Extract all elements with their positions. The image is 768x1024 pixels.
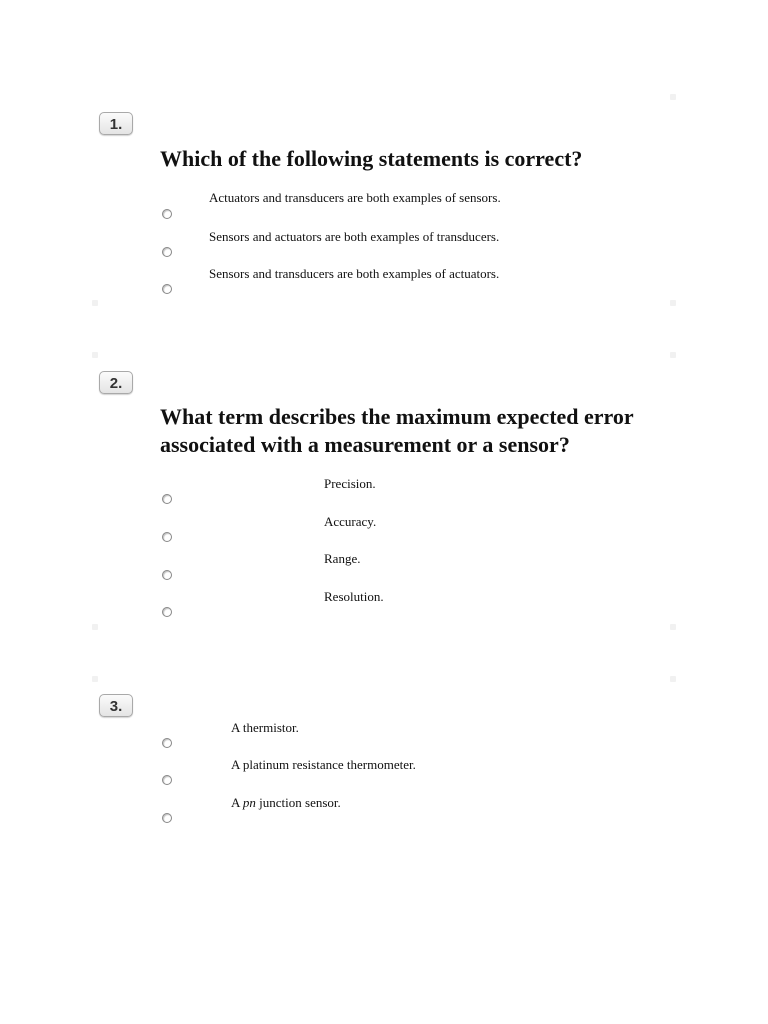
answer-option-label: Range. [324, 551, 361, 566]
question-text [160, 403, 680, 459]
answer-option-label: Precision. [324, 476, 376, 491]
question-text-line: associated with a measurement or a sensor? [160, 432, 570, 457]
section-corner-mark [92, 352, 98, 358]
answer-option-text: A [231, 795, 243, 810]
answer-option-text: junction sensor. [255, 795, 341, 810]
question-number-badge: 1. [99, 112, 133, 135]
answer-option-emphasis: pn [242, 795, 256, 810]
question-text: Which of the following statements is correct? [160, 146, 583, 171]
answer-option-label: A platinum resistance thermometer. [231, 757, 416, 772]
answer-radio[interactable] [162, 532, 172, 542]
section-corner-mark [92, 676, 98, 682]
answer-option-label: Actuators and transducers are both examples of sensors. [209, 190, 501, 205]
section-corner-mark [670, 352, 676, 358]
section-corner-mark [670, 94, 676, 100]
section-corner-mark [92, 624, 98, 630]
answer-option-label [231, 795, 341, 811]
answer-radio[interactable] [162, 247, 172, 257]
answer-option-label: Resolution. [324, 589, 384, 604]
answer-radio[interactable] [162, 813, 172, 823]
answer-radio[interactable] [162, 738, 172, 748]
answer-radio[interactable] [162, 775, 172, 785]
section-corner-mark [670, 676, 676, 682]
section-corner-mark [92, 300, 98, 306]
question-number-badge: 3. [99, 694, 133, 717]
answer-radio[interactable] [162, 570, 172, 580]
answer-radio[interactable] [162, 284, 172, 294]
answer-radio[interactable] [162, 607, 172, 617]
answer-radio[interactable] [162, 494, 172, 504]
answer-option-label: A thermistor. [231, 720, 299, 735]
answer-radio[interactable] [162, 209, 172, 219]
section-corner-mark [670, 300, 676, 306]
question-text-line: What term describes the maximum expected error [160, 404, 634, 429]
answer-option-label: Sensors and transducers are both examples of actuators. [209, 266, 500, 281]
answer-option-label: Accuracy. [324, 514, 377, 529]
question-number-badge: 2. [99, 371, 133, 394]
answer-option-label: Sensors and actuators are both examples of transducers. [209, 229, 500, 244]
section-corner-mark [670, 624, 676, 630]
